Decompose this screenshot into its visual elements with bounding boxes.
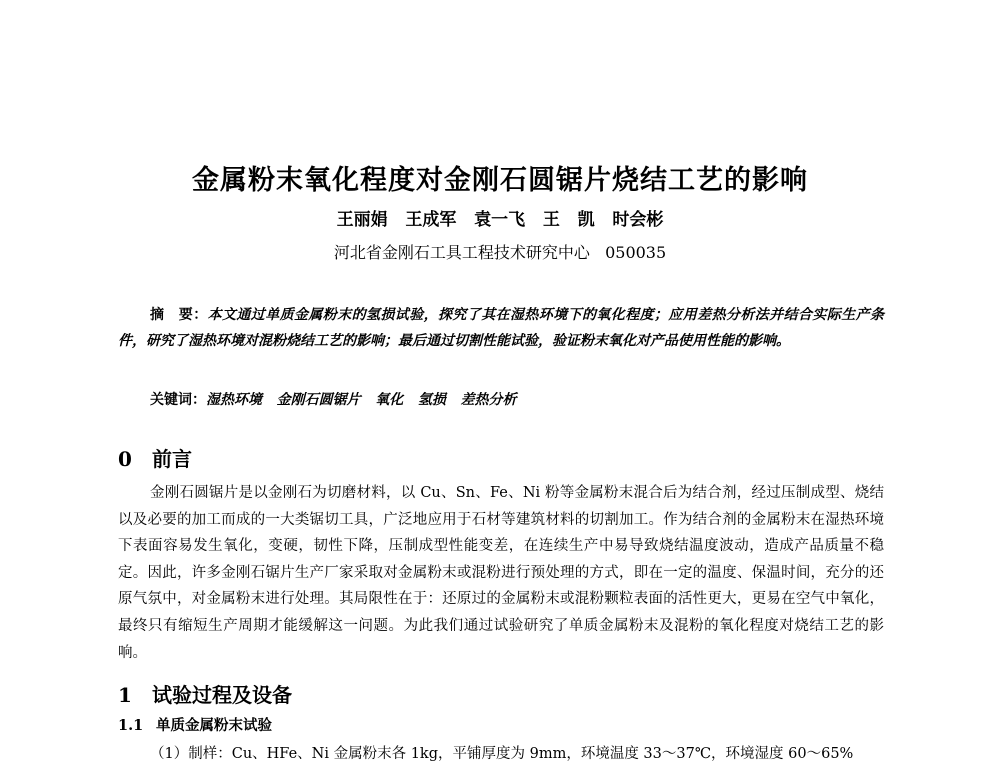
section-title: 试验过程及设备 bbox=[152, 683, 292, 707]
abstract-label: 摘 要： bbox=[150, 307, 208, 323]
introduction-paragraph: 金刚石圆锯片是以金刚石为切磨材料，以 Cu、Sn、Fe、Ni 粉等金属粉末混合后为结合剂，经过压制成型、烧结以及必要的加工而成的一大类锯切工具，广泛地应用于石材等建筑材料的切割加工。作为结合剂的金属粉末在湿热环境下表面容易发生氧化，变硬，韧性下降，压制成型性能变差，在连续生产中易导致烧结温度波动，造成产品质量不稳定。因此，许多金刚石锯片生产厂家采取对金属粉末或混粉进行预处理的方式，即在一定的温度、保温时间，充分的还原气氛中，对金属粉末进行处理。其局限性在于：还原过的金属粉末或混粉颗粒表面的活性更大，更易在空气中氧化，最终只有缩短生产周期才能缓解这一问题。为此我们通过试验研究了单质金属粉末及混粉的氧化程度对烧结工艺的影响。 bbox=[118, 485, 884, 661]
keywords-label: 关键词： bbox=[150, 392, 206, 408]
section-number: 0 bbox=[118, 447, 132, 471]
abstract bbox=[118, 302, 884, 354]
abstract-text: 本文通过单质金属粉末的氢损试验，探究了其在湿热环境下的氧化程度；应用差热分析法并结合实际生产条件，研究了湿热环境对混粉烧结工艺的影响；最后通过切割性能试验，验证粉末氧化对产品使用性能的影响。 bbox=[118, 307, 885, 349]
paper-title: 金属粉末氧化程度对金刚石圆锯片烧结工艺的影响 bbox=[192, 165, 808, 196]
section-heading-1 bbox=[118, 681, 292, 709]
subsection-number: 1.1 bbox=[118, 717, 144, 734]
subsection-heading-1-1 bbox=[118, 714, 272, 738]
keywords-text: 湿热环境 金刚石圆锯片 氧化 氢损 差热分析 bbox=[206, 392, 517, 408]
paper-authors: 王丽娟 王成军 袁一飞 王 凯 时会彬 bbox=[336, 210, 664, 230]
section-number: 1 bbox=[118, 683, 132, 707]
section-title: 前言 bbox=[152, 447, 192, 471]
keywords bbox=[150, 388, 890, 412]
sample-prep-line: （1）制样：Cu、HFe、Ni 金属粉末各 1kg，平铺厚度为 9mm，环境温度 33～37℃，环境湿度 60～65% bbox=[150, 746, 854, 762]
section-heading-0 bbox=[118, 445, 192, 473]
paper-affiliation: 河北省金刚石工具工程技术研究中心 050035 bbox=[333, 243, 667, 262]
subsection-title: 单质金属粉末试验 bbox=[156, 717, 272, 734]
